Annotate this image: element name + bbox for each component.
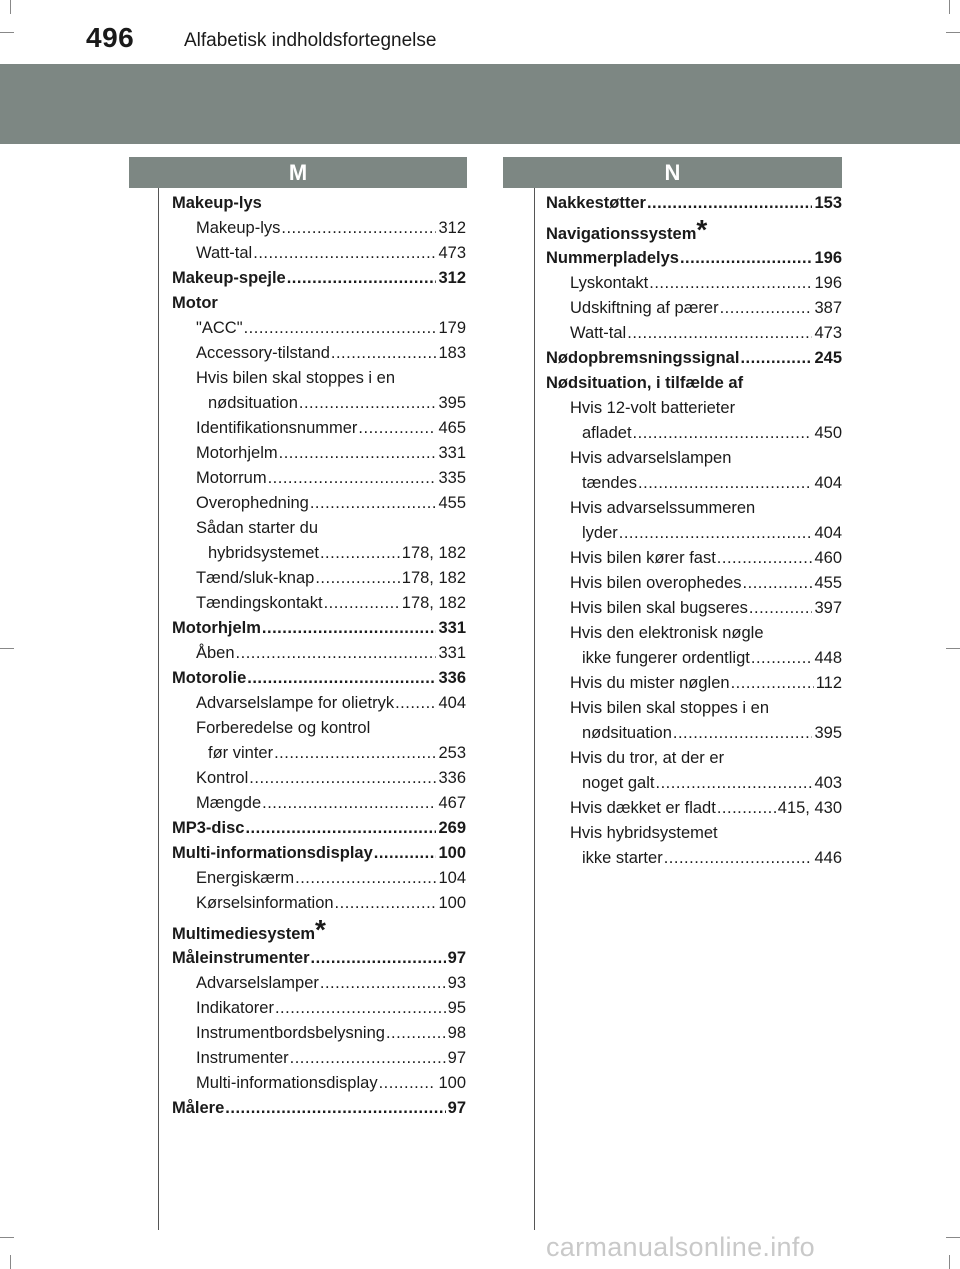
index-term: Tændingskontakt — [196, 594, 323, 612]
index-entry — [546, 296, 842, 321]
index-entry — [546, 546, 842, 571]
index-entry — [172, 866, 466, 891]
index-entry — [172, 316, 466, 341]
dot-leader — [324, 591, 400, 616]
page-header — [0, 0, 960, 62]
index-column-m — [172, 191, 466, 1121]
page-reference[interactable]: 196 — [814, 274, 842, 292]
index-entry — [546, 346, 842, 371]
dot-leader — [379, 1071, 437, 1096]
index-term: Hvis bilen overophedes — [570, 574, 742, 592]
crop-mark — [10, 1255, 11, 1269]
dot-leader — [247, 666, 436, 691]
index-entry — [172, 616, 466, 641]
dot-leader — [299, 391, 437, 416]
index-entry — [546, 821, 842, 846]
index-term: Identifikationsnummer — [196, 419, 358, 437]
index-term: før vinter — [208, 744, 274, 762]
crop-mark — [949, 1255, 950, 1269]
page-reference[interactable]: 455 — [438, 494, 466, 512]
dot-leader — [320, 541, 400, 566]
index-term: Energiskærm — [196, 869, 295, 887]
header-band — [0, 64, 960, 144]
index-entry — [546, 396, 842, 421]
index-entry — [172, 591, 466, 616]
index-entry — [546, 671, 842, 696]
index-term: Hvis dækket er fladt — [570, 799, 716, 817]
index-term: Kontrol — [196, 769, 249, 787]
section-header-m: M — [129, 157, 467, 188]
index-entry — [172, 566, 466, 591]
index-term: Måleinstrumenter — [172, 949, 310, 967]
index-entry — [546, 446, 842, 471]
index-entry — [172, 466, 466, 491]
index-term: Overophedning — [196, 494, 309, 512]
index-entry — [172, 1096, 466, 1121]
index-entry — [546, 621, 842, 646]
index-term: Instrumentbordsbelysning — [196, 1024, 385, 1042]
dot-leader — [627, 321, 812, 346]
page-reference[interactable]: 97 — [447, 949, 466, 967]
index-entry — [172, 946, 466, 971]
index-term: Hvis bilen skal bugseres — [570, 599, 748, 617]
index-term: Makeup-lys — [172, 194, 262, 212]
index-term: Nødsituation, i tilfælde af — [546, 374, 744, 392]
index-term: Hvis bilen skal stoppes i en — [570, 699, 770, 717]
dot-leader — [311, 946, 446, 971]
page-reference[interactable]: 460 — [814, 549, 842, 567]
index-term: Kørselsinformation — [196, 894, 334, 912]
dot-leader — [320, 971, 446, 996]
index-term: Hvis advarselslampen — [570, 449, 732, 467]
page-reference[interactable]: 95 — [447, 999, 466, 1017]
index-entry — [546, 721, 842, 746]
index-entry — [546, 571, 842, 596]
page-reference[interactable]: 178, 182 — [401, 569, 466, 587]
page-reference[interactable]: 467 — [438, 794, 466, 812]
page-reference[interactable]: 178, 182 — [401, 544, 466, 562]
index-entry — [546, 191, 842, 216]
index-term: Instrumenter — [196, 1049, 289, 1067]
dot-leader — [395, 691, 436, 716]
index-entry — [172, 366, 466, 391]
index-entry — [172, 1046, 466, 1071]
index-entry — [546, 521, 842, 546]
page-reference[interactable]: 446 — [814, 849, 842, 867]
dot-leader — [287, 266, 437, 291]
page-reference[interactable]: 404 — [814, 474, 842, 492]
dot-leader — [244, 316, 437, 341]
crop-mark — [0, 32, 14, 33]
index-term: Motorolie — [172, 669, 247, 687]
index-term: Mængde — [196, 794, 262, 812]
index-entry — [172, 341, 466, 366]
dot-leader — [268, 466, 437, 491]
index-entry — [172, 816, 466, 841]
page-reference[interactable]: 387 — [814, 299, 842, 317]
index-term: Motor — [172, 294, 218, 312]
index-term: Hvis du mister nøglen — [570, 674, 730, 692]
index-term: Sådan starter du — [196, 519, 318, 537]
index-term: nødsituation — [582, 724, 672, 742]
index-term: Udskiftning af pærer — [570, 299, 719, 317]
index-entry — [172, 766, 466, 791]
index-term: Multi-informationsdisplay — [196, 1074, 378, 1092]
page-reference[interactable]: 93 — [447, 974, 466, 992]
index-term: Hvis hybridsystemet — [570, 824, 718, 842]
crop-mark — [0, 648, 14, 649]
index-entry — [546, 421, 842, 446]
page-reference[interactable]: 335 — [438, 469, 466, 487]
index-entry — [172, 666, 466, 691]
dot-leader — [638, 471, 812, 496]
crop-mark — [0, 1237, 14, 1238]
dot-leader — [619, 521, 813, 546]
index-term: hybridsystemet — [208, 544, 319, 562]
page-reference[interactable]: 448 — [814, 649, 842, 667]
index-term: "ACC" — [196, 319, 243, 337]
index-term: Hvis 12-volt batterieter — [570, 399, 736, 417]
dot-leader — [740, 346, 812, 371]
page-reference[interactable]: 473 — [438, 244, 466, 262]
dot-leader — [664, 846, 813, 871]
index-term: MP3-disc — [172, 819, 245, 837]
page-reference[interactable]: 465 — [438, 419, 466, 437]
dot-leader — [315, 566, 399, 591]
page-reference[interactable]: 397 — [814, 599, 842, 617]
crop-mark — [10, 0, 11, 14]
watermark: carmanualsonline.info — [546, 1232, 815, 1262]
index-term: Multimediesystem — [172, 925, 316, 943]
index-term: tændes — [582, 474, 638, 492]
page-reference[interactable]: 178, 182 — [401, 594, 466, 612]
index-term: Watt-tal — [570, 324, 627, 342]
index-term: Målere — [172, 1099, 225, 1117]
index-term: Motorhjelm — [196, 444, 278, 462]
index-term: Hvis den elektronisk nøgle — [570, 624, 764, 642]
index-term: Motorrum — [196, 469, 267, 487]
index-entry — [172, 691, 466, 716]
dot-leader — [647, 191, 813, 216]
dot-leader — [673, 721, 813, 746]
index-term: Accessory-tilstand — [196, 344, 330, 362]
page-reference[interactable]: 331 — [438, 619, 466, 637]
index-term: Makeup-lys — [196, 219, 281, 237]
page-reference[interactable]: 97 — [447, 1099, 466, 1117]
index-entry — [546, 321, 842, 346]
column-rule-right — [534, 188, 535, 1230]
index-entry — [172, 741, 466, 766]
crop-mark — [949, 0, 950, 14]
page-reference[interactable]: 196 — [814, 249, 842, 267]
index-entry — [172, 291, 466, 316]
index-entry — [172, 1071, 466, 1096]
index-entry — [172, 491, 466, 516]
dot-leader — [225, 1096, 445, 1121]
index-term: Forberedelse og kontrol — [196, 719, 371, 737]
page-reference[interactable]: 100 — [438, 844, 466, 862]
crop-mark — [946, 1237, 960, 1238]
index-entry — [546, 496, 842, 521]
dot-leader — [655, 771, 812, 796]
index-entry — [172, 391, 466, 416]
dot-leader — [249, 766, 436, 791]
index-term: Multi-informationsdisplay — [172, 844, 373, 862]
dot-leader — [274, 741, 436, 766]
index-term: Lyskontakt — [570, 274, 649, 292]
section-header-n: N — [503, 157, 842, 188]
dot-leader — [717, 546, 813, 571]
page-reference[interactable]: 269 — [438, 819, 466, 837]
column-rule-left — [158, 188, 159, 1230]
dot-leader — [310, 491, 437, 516]
index-term: Tænd/sluk-knap — [196, 569, 315, 587]
index-entry — [172, 216, 466, 241]
index-entry — [546, 646, 842, 671]
page-reference[interactable]: 98 — [447, 1024, 466, 1042]
page-reference[interactable]: 404 — [438, 694, 466, 712]
index-term: lyder — [582, 524, 618, 542]
index-term: Makeup-spejle — [172, 269, 286, 287]
dot-leader — [279, 441, 437, 466]
page-reference[interactable]: 403 — [814, 774, 842, 792]
page-reference[interactable]: 179 — [438, 319, 466, 337]
index-entry — [172, 416, 466, 441]
index-entry — [172, 891, 466, 916]
dot-leader — [717, 796, 776, 821]
dot-leader — [335, 891, 437, 916]
index-entry — [172, 516, 466, 541]
index-term: Nødopbremsningssignal — [546, 349, 740, 367]
page-reference[interactable]: 104 — [438, 869, 466, 887]
index-term: Åben — [196, 644, 235, 662]
dot-leader — [236, 641, 437, 666]
page-reference[interactable]: 331 — [438, 444, 466, 462]
index-entry — [546, 371, 842, 396]
page-reference[interactable]: 312 — [438, 269, 466, 287]
index-entry — [172, 996, 466, 1021]
page-reference[interactable]: 455 — [814, 574, 842, 592]
crop-mark — [946, 32, 960, 33]
index-entry — [172, 641, 466, 666]
page-reference[interactable]: 245 — [814, 349, 842, 367]
page-title: Alfabetisk indholdsfortegnelse — [184, 30, 437, 51]
dot-leader — [253, 241, 436, 266]
index-entry — [172, 266, 466, 291]
page-reference[interactable]: 404 — [814, 524, 842, 542]
index-entry — [172, 191, 466, 216]
index-entry — [546, 771, 842, 796]
index-term: Advarselslampe for olietryk — [196, 694, 395, 712]
dot-leader — [281, 216, 436, 241]
index-entry — [172, 716, 466, 741]
page-reference[interactable]: 253 — [438, 744, 466, 762]
page-reference[interactable]: 97 — [447, 1049, 466, 1067]
page-reference[interactable]: 395 — [438, 394, 466, 412]
index-term: ikke starter — [582, 849, 663, 867]
index-term: nødsituation — [208, 394, 298, 412]
page-reference[interactable]: 100 — [438, 894, 466, 912]
dot-leader — [262, 791, 436, 816]
dot-leader — [262, 616, 437, 641]
dot-leader — [749, 596, 813, 621]
index-entry — [546, 696, 842, 721]
page-reference[interactable]: 336 — [438, 669, 466, 687]
index-entry — [172, 541, 466, 566]
index-column-n — [546, 191, 842, 871]
index-term: Hvis bilen kører fast — [570, 549, 716, 567]
index-entry: Navigationssystem * — [546, 216, 842, 246]
index-entry — [546, 846, 842, 871]
index-term: Hvis bilen skal stoppes i en — [196, 369, 396, 387]
index-entry — [546, 471, 842, 496]
page-reference[interactable]: 100 — [438, 1074, 466, 1092]
page-reference[interactable]: 112 — [815, 674, 842, 692]
dot-leader — [731, 671, 814, 696]
index-term: Nakkestøtter — [546, 194, 646, 212]
index-term: Nummerpladelys — [546, 249, 679, 267]
page-reference[interactable]: 415, 430 — [777, 799, 842, 817]
index-entry — [172, 791, 466, 816]
index-entry — [172, 241, 466, 266]
index-entry — [546, 596, 842, 621]
index-term: Motorhjelm — [172, 619, 261, 637]
index-entry — [172, 841, 466, 866]
index-term: Advarselslamper — [196, 974, 319, 992]
page-reference[interactable]: 331 — [438, 644, 466, 662]
page-reference[interactable]: 312 — [438, 219, 466, 237]
dot-leader — [386, 1021, 446, 1046]
index-entry: Multimediesystem * — [172, 916, 466, 946]
index-term: Hvis advarselssummeren — [570, 499, 756, 517]
index-entry — [546, 746, 842, 771]
dot-leader — [720, 296, 813, 321]
dot-leader — [295, 866, 436, 891]
page-reference[interactable]: 473 — [814, 324, 842, 342]
index-term: Navigationssystem — [546, 225, 697, 243]
dot-leader — [245, 816, 436, 841]
page-reference[interactable]: 153 — [814, 194, 842, 212]
dot-leader — [374, 841, 437, 866]
dot-leader — [680, 246, 813, 271]
index-term: Hvis du tror, at der er — [570, 749, 725, 767]
index-entry — [546, 246, 842, 271]
index-term: ikke fungerer ordentligt — [582, 649, 750, 667]
page-reference[interactable]: 183 — [438, 344, 466, 362]
index-term: Indikatorer — [196, 999, 274, 1017]
index-term: noget galt — [582, 774, 655, 792]
dot-leader — [633, 421, 813, 446]
dot-leader — [751, 646, 813, 671]
page-reference[interactable]: 336 — [438, 769, 466, 787]
dot-leader — [331, 341, 437, 366]
dot-leader — [275, 996, 446, 1021]
dot-leader — [743, 571, 813, 596]
dot-leader — [649, 271, 812, 296]
index-entry — [172, 1021, 466, 1046]
page-reference[interactable]: 395 — [814, 724, 842, 742]
index-term: Watt-tal — [196, 244, 253, 262]
dot-leader — [358, 416, 436, 441]
index-entry — [172, 971, 466, 996]
page-reference[interactable]: 450 — [814, 424, 842, 442]
index-entry — [546, 271, 842, 296]
page-number: 496 — [86, 22, 135, 53]
index-entry — [172, 441, 466, 466]
crop-mark — [946, 648, 960, 649]
index-entry — [546, 796, 842, 821]
dot-leader — [290, 1046, 446, 1071]
index-term: afladet — [582, 424, 632, 442]
